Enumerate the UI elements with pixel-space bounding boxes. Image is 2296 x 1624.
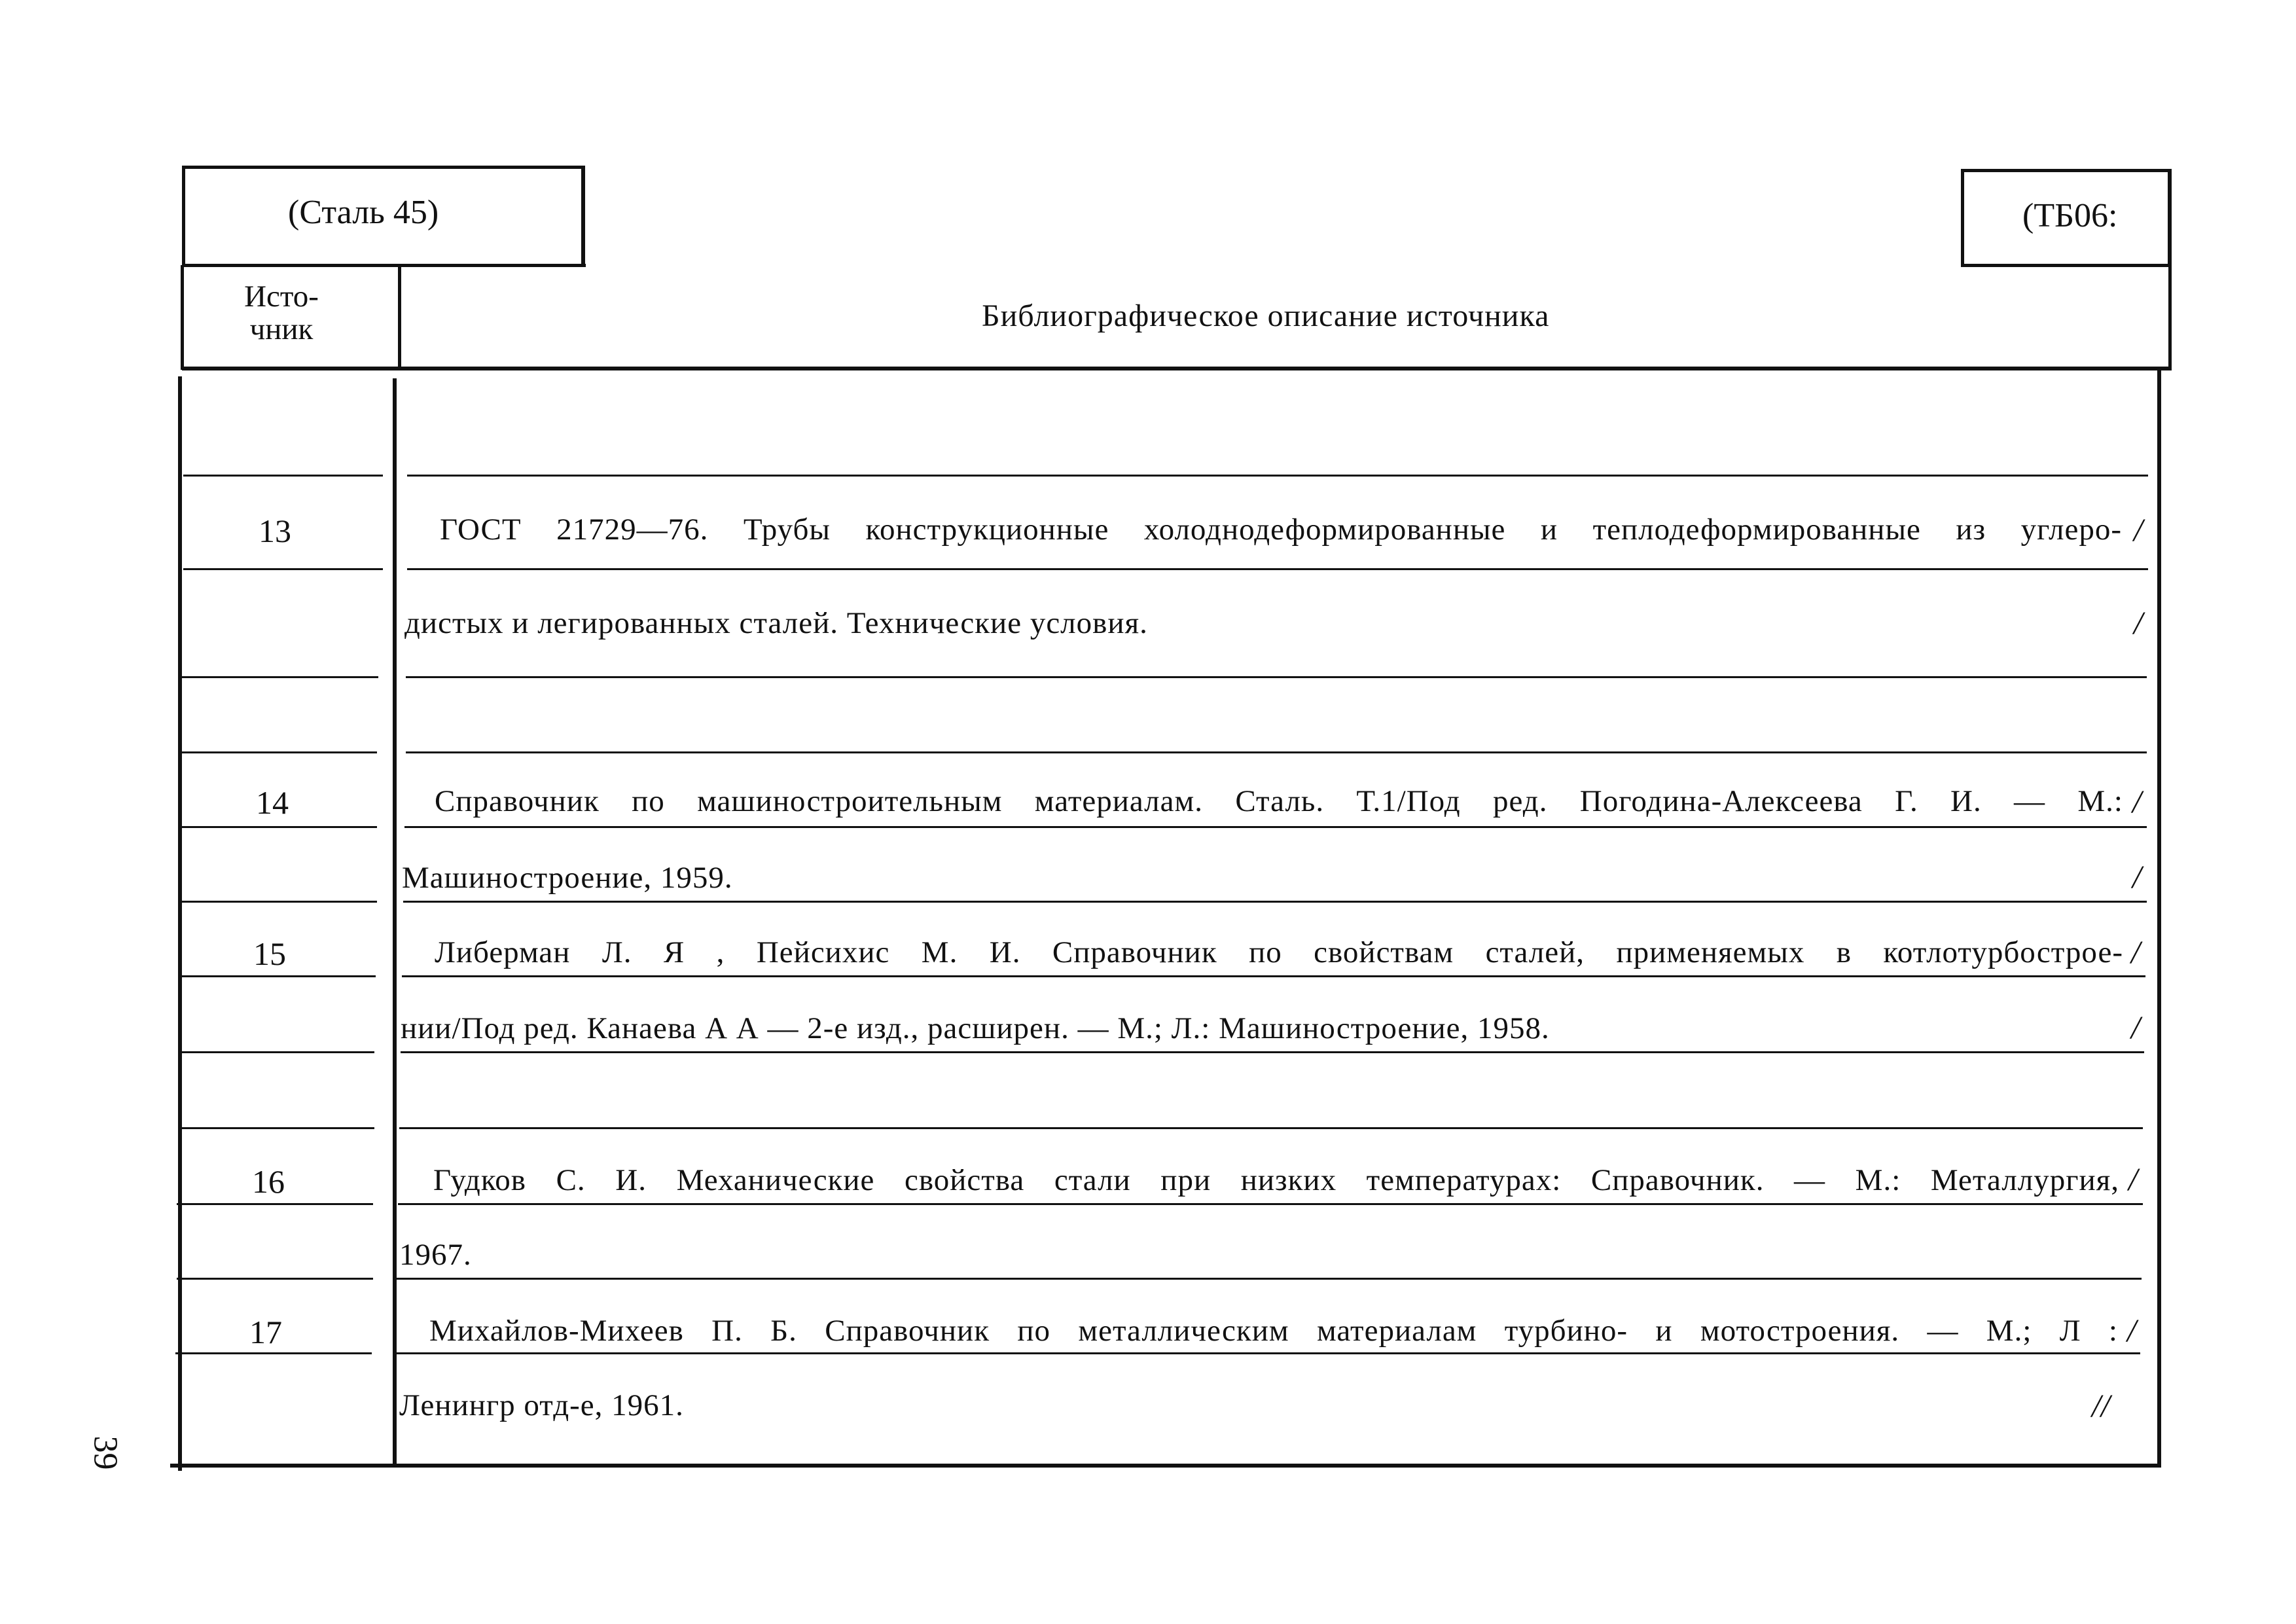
slash-mark: /	[2131, 1009, 2140, 1045]
source-number: 17	[249, 1314, 282, 1350]
entry-line-2: дистых и легированных сталей. Технические условия.	[404, 606, 1148, 640]
entry-line-1: Либерман Л. Я , Пейсихис М. И. Справочник по свойствам сталей, применяемых в котлотурбострое-	[435, 935, 2123, 969]
entry-line-1: Справочник по машиностроительным материалам. Сталь. Т.1/Под ред. Погодина-Алексеева Г. И. — М.:	[435, 784, 2123, 818]
entry-line-1: Гудков С. И. Механические свойства стали при низких температурах: Справочник. — М.: Металлургия,	[433, 1163, 2119, 1197]
source-header-line1: Исто-	[244, 280, 319, 314]
source-column-header	[196, 280, 367, 346]
slash-mark: /	[2132, 858, 2142, 895]
entry-line-2: 1967.	[399, 1238, 472, 1272]
table-code-label: (ТБ06:	[2022, 197, 2118, 234]
entry-line-2: нии/Под ред. Канаева А А — 2-е изд., расширен. — М.; Л.: Машиностроение, 1958.	[401, 1011, 1550, 1045]
entry-line-2: Ленингр отд-е, 1961.	[399, 1388, 684, 1422]
slash-mark: /	[2134, 604, 2143, 641]
entry-line-1: ГОСТ 21729—76. Трубы конструкционные холоднодеформированные и теплодеформированные из углеро-	[440, 513, 2122, 547]
steel-grade-label: (Сталь 45)	[288, 194, 439, 231]
slash-mark: /	[2127, 1312, 2136, 1348]
page-number: 39	[86, 1435, 124, 1470]
slash-mark: /	[2134, 511, 2143, 548]
double-slash-mark: //	[2092, 1387, 2110, 1424]
slash-mark: /	[2128, 1161, 2138, 1197]
description-column-header: Библиографическое описание источника	[982, 298, 1550, 333]
source-number: 13	[259, 513, 291, 549]
source-number: 15	[253, 935, 286, 972]
entry-line-2: Машиностроение, 1959.	[402, 861, 733, 895]
source-number: 14	[256, 784, 289, 821]
source-number: 16	[252, 1163, 285, 1200]
entry-line-1: Михайлов-Михеев П. Б. Справочник по металлическим материалам турбино- и мотостроения. — М.; Л :	[429, 1314, 2118, 1348]
source-header-line2: чник	[249, 312, 314, 346]
slash-mark: /	[2132, 783, 2142, 820]
slash-mark: /	[2131, 933, 2140, 970]
